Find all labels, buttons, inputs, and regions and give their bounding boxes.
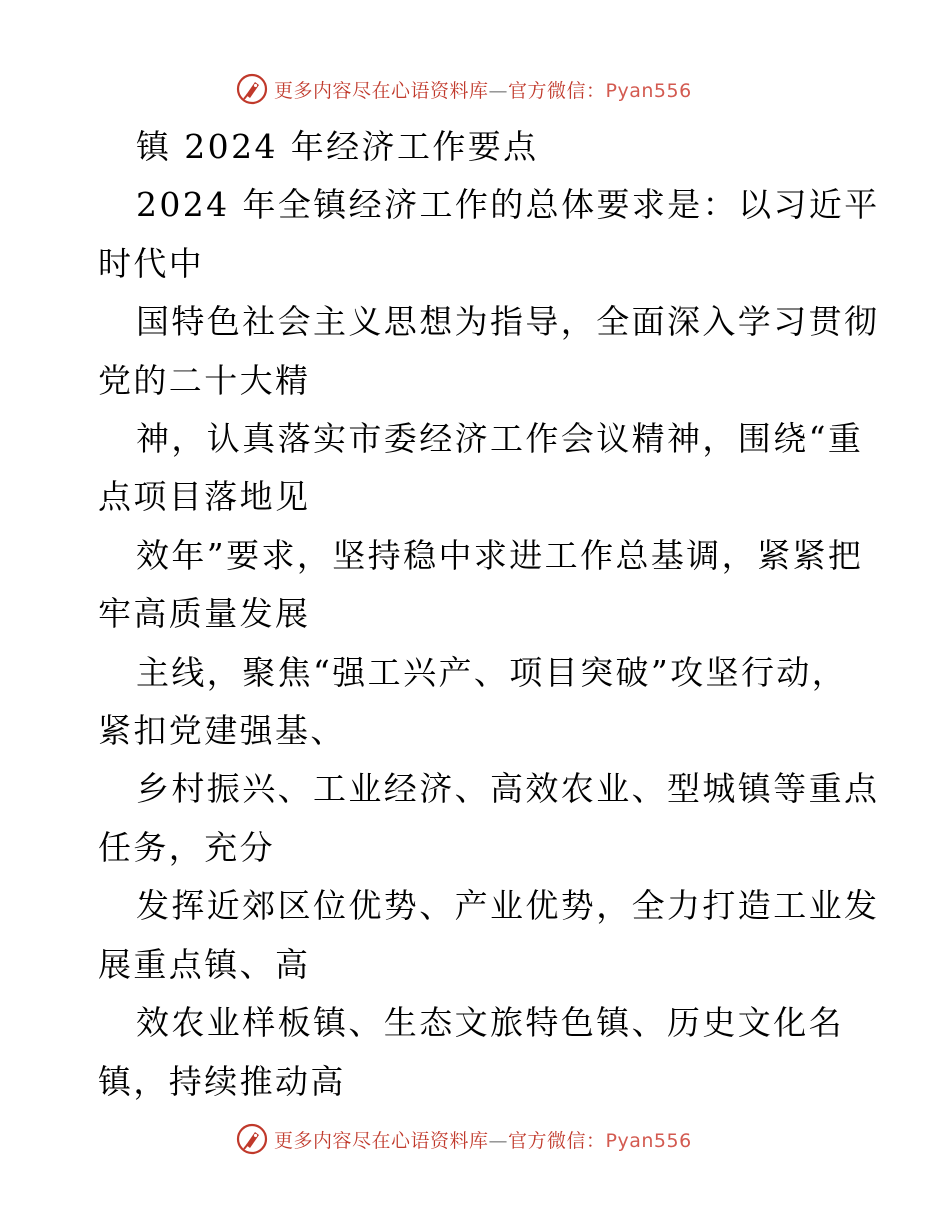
paragraph-line: 效农业样板镇、生态文旅特色镇、历史文化名 xyxy=(136,1003,844,1043)
paragraph-line: 党的二十大精 xyxy=(98,360,311,400)
watermark-text: 更多内容尽在心语资料库—官方微信：Pyan556 xyxy=(274,79,692,102)
paragraph-line: 2024 年全镇经济工作的总体要求是：以习近平 xyxy=(136,185,880,225)
paragraph-line: 发挥近郊区位优势、产业优势，全力打造工业发 xyxy=(136,886,880,926)
pen-nib-logo-icon xyxy=(236,73,268,105)
document-title: 镇 2024 年经济工作要点 xyxy=(136,127,539,166)
paragraph-line: 任务，充分 xyxy=(98,827,275,867)
paragraph-line: 展重点镇、高 xyxy=(98,944,311,984)
pen-nib-logo-icon xyxy=(236,1123,268,1155)
paragraph-line: 镇，持续推动高 xyxy=(98,1061,346,1101)
paragraph-line: 时代中 xyxy=(98,243,205,283)
watermark-footer xyxy=(236,1122,692,1156)
document-body xyxy=(98,118,880,1111)
paragraph-line: 神，认真落实市委经济工作会议精神，围绕“重 xyxy=(136,419,864,459)
paragraph-line: 点项目落地见 xyxy=(98,477,311,517)
paragraph-line: 效年”要求，坚持稳中求进工作总基调，紧紧把 xyxy=(136,535,864,575)
paragraph-line: 乡村振兴、工业经济、高效农业、型城镇等重点 xyxy=(136,769,880,809)
paragraph-line: 主线，聚焦“强工兴产、项目突破”攻坚行动， xyxy=(136,652,848,692)
paragraph-line: 紧扣党建强基、 xyxy=(98,711,346,751)
watermark-text: 更多内容尽在心语资料库—官方微信：Pyan556 xyxy=(274,1129,692,1152)
watermark-header xyxy=(236,72,692,106)
paragraph-line: 国特色社会主义思想为指导，全面深入学习贯彻 xyxy=(136,302,880,342)
paragraph-line: 牢高质量发展 xyxy=(98,594,311,634)
